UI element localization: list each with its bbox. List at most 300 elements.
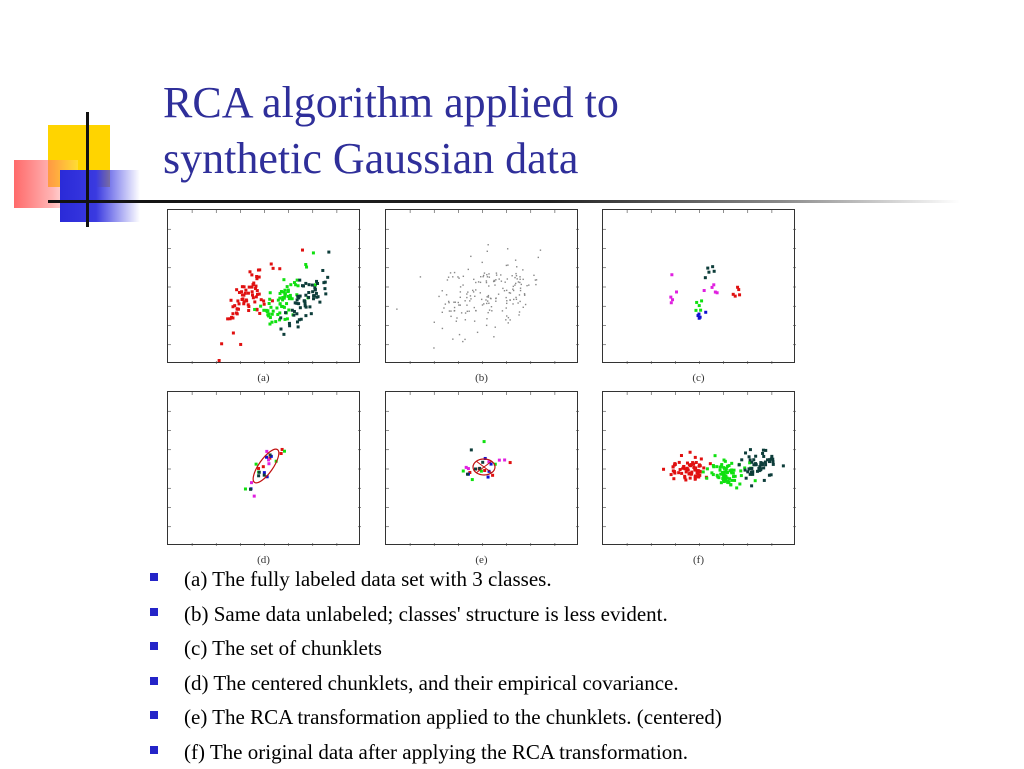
scatter-point xyxy=(301,284,304,287)
scatter-point xyxy=(305,266,308,269)
scatter-point xyxy=(489,309,490,310)
square-bullet-icon xyxy=(150,711,158,719)
scatter-point xyxy=(438,296,439,297)
scatter-point xyxy=(680,472,683,475)
scatter-point xyxy=(694,468,697,471)
scatter-point xyxy=(480,292,481,293)
scatter-point xyxy=(456,317,457,318)
scatter-point xyxy=(466,473,469,476)
scatter-point xyxy=(502,288,503,289)
scatter-point xyxy=(316,282,319,285)
scatter-point xyxy=(764,461,767,464)
scatter-point xyxy=(754,479,757,482)
scatter-point xyxy=(282,278,285,281)
scatter-point xyxy=(318,301,321,304)
scatter-point xyxy=(677,471,680,474)
scatter-point xyxy=(538,257,539,258)
scatter-point xyxy=(706,467,709,470)
scatter-point xyxy=(468,269,469,270)
scatter-point xyxy=(458,302,459,303)
scatter-point xyxy=(730,479,733,482)
scatter-point xyxy=(756,470,759,473)
scatter-point xyxy=(255,463,258,466)
scatter-point xyxy=(268,302,271,305)
scatter-point xyxy=(519,311,520,312)
scatter-point xyxy=(262,299,265,302)
scatter-point xyxy=(286,285,289,288)
panel-f-caption: (f) xyxy=(602,554,795,566)
scatter-point xyxy=(475,310,476,311)
slide-title-line-1: RCA algorithm applied to xyxy=(163,75,863,131)
scatter-point xyxy=(255,277,258,280)
scatter-point xyxy=(509,319,510,320)
scatter-point xyxy=(714,454,717,457)
scatter-point xyxy=(230,299,233,302)
scatter-point xyxy=(235,288,238,291)
scatter-point xyxy=(523,307,524,308)
panel-d-centered-chunklets xyxy=(167,391,360,545)
scatter-point xyxy=(516,266,517,267)
scatter-point xyxy=(515,273,516,274)
scatter-point xyxy=(724,470,727,473)
scatter-point xyxy=(679,468,682,471)
scatter-point xyxy=(480,282,481,283)
scatter-point xyxy=(280,452,283,455)
scatter-point xyxy=(304,294,307,297)
scatter-point xyxy=(489,276,490,277)
scatter-point xyxy=(313,286,316,289)
scatter-point xyxy=(733,479,736,482)
vertical-rule xyxy=(86,112,89,227)
bullet-item xyxy=(150,631,1010,666)
scatter-point xyxy=(241,285,244,288)
scatter-point xyxy=(689,477,692,480)
scatter-point xyxy=(670,473,673,476)
scatter-point xyxy=(694,309,697,312)
scatter-point xyxy=(312,251,315,254)
scatter-point xyxy=(474,296,475,297)
scatter-point xyxy=(460,286,461,287)
scatter-point xyxy=(770,473,773,476)
scatter-point xyxy=(304,314,307,317)
scatter-point xyxy=(716,475,719,478)
scatter-point xyxy=(486,296,487,297)
scatter-point xyxy=(244,289,247,292)
scatter-plot-f xyxy=(603,392,796,546)
scatter-point xyxy=(729,483,732,486)
blue-square xyxy=(60,170,140,222)
scatter-point xyxy=(292,314,295,317)
scatter-point xyxy=(265,450,268,453)
scatter-point xyxy=(748,455,751,458)
scatter-point xyxy=(251,294,254,297)
scatter-point xyxy=(231,312,234,315)
scatter-point xyxy=(486,325,487,326)
bullet-text: (f) The original data after applying the RCA transformation. xyxy=(184,740,688,764)
scatter-point xyxy=(669,296,672,299)
scatter-point xyxy=(487,476,490,479)
scatter-point xyxy=(513,286,514,287)
scatter-point xyxy=(491,310,492,311)
scatter-point xyxy=(486,303,487,304)
scatter-point xyxy=(282,333,285,336)
scatter-point xyxy=(694,474,697,477)
scatter-point xyxy=(487,312,488,313)
scatter-point xyxy=(712,473,715,476)
scatter-point xyxy=(288,297,291,300)
scatter-point xyxy=(750,484,753,487)
scatter-point xyxy=(535,284,536,285)
scatter-point xyxy=(505,281,506,282)
scatter-point xyxy=(511,275,512,276)
scatter-point xyxy=(509,461,512,464)
scatter-point xyxy=(704,276,707,279)
scatter-point xyxy=(462,470,465,473)
scatter-point xyxy=(713,270,716,273)
scatter-point xyxy=(258,268,261,271)
scatter-point xyxy=(683,467,686,470)
scatter-point xyxy=(740,458,743,461)
scatter-point xyxy=(462,284,463,285)
scatter-point xyxy=(484,272,485,273)
panel-a-caption: (a) xyxy=(167,372,360,384)
scatter-point xyxy=(250,481,253,484)
scatter-point xyxy=(519,294,520,295)
scatter-point xyxy=(231,305,234,308)
scatter-point xyxy=(262,309,265,312)
scatter-point xyxy=(696,471,699,474)
scatter-plot-c xyxy=(603,210,796,364)
scatter-point xyxy=(241,293,244,296)
scatter-point xyxy=(732,472,735,475)
scatter-point xyxy=(300,318,303,321)
scatter-point xyxy=(507,264,508,265)
bullet-item xyxy=(150,666,1010,701)
scatter-point xyxy=(495,326,496,327)
bullet-text: (c) The set of chunklets xyxy=(184,636,382,660)
bullet-text: (a) The fully labeled data set with 3 classes. xyxy=(184,567,552,591)
scatter-point xyxy=(278,267,281,270)
scatter-point xyxy=(698,304,701,307)
title-underline xyxy=(48,200,960,203)
scatter-point xyxy=(478,281,479,282)
scatter-point xyxy=(522,279,523,280)
scatter-point xyxy=(536,279,537,280)
scatter-point xyxy=(675,290,678,293)
scatter-point xyxy=(513,290,514,291)
scatter-point xyxy=(480,276,481,277)
scatter-point xyxy=(516,299,517,300)
scatter-point xyxy=(488,285,489,286)
scatter-point xyxy=(396,308,397,309)
scatter-point xyxy=(495,301,496,302)
scatter-point xyxy=(487,244,488,245)
scatter-point xyxy=(232,331,235,334)
square-bullet-icon xyxy=(150,608,158,616)
scatter-point xyxy=(458,277,459,278)
scatter-point xyxy=(699,471,702,474)
square-bullet-icon xyxy=(150,746,158,754)
scatter-point xyxy=(442,312,443,313)
scatter-point xyxy=(324,292,327,295)
scatter-point xyxy=(220,342,223,345)
scatter-point xyxy=(487,251,488,252)
scatter-point xyxy=(272,310,275,313)
scatter-point xyxy=(257,474,260,477)
scatter-point xyxy=(733,469,736,472)
scatter-point xyxy=(513,299,514,300)
slide-title-line-2: synthetic Gaussian data xyxy=(163,131,863,187)
scatter-point xyxy=(503,458,506,461)
scatter-point xyxy=(508,322,509,323)
scatter-point xyxy=(522,269,523,270)
scatter-point xyxy=(245,299,248,302)
scatter-point xyxy=(699,309,702,312)
scatter-point xyxy=(721,471,724,474)
scatter-point xyxy=(296,298,299,301)
scatter-point xyxy=(764,449,767,452)
scatter-point xyxy=(502,310,503,311)
scatter-point xyxy=(495,297,496,298)
scatter-plot-e xyxy=(386,392,579,546)
scatter-point xyxy=(516,275,517,276)
scatter-point xyxy=(748,467,751,470)
scatter-point xyxy=(249,488,252,491)
scatter-point xyxy=(238,302,241,305)
scatter-point xyxy=(473,291,474,292)
panel-d-caption: (d) xyxy=(167,554,360,566)
scatter-point xyxy=(323,287,326,290)
scatter-point xyxy=(271,313,274,316)
scatter-point xyxy=(690,471,693,474)
scatter-point xyxy=(276,313,279,316)
scatter-point xyxy=(672,465,675,468)
scatter-point xyxy=(458,304,459,305)
scatter-point xyxy=(700,457,703,460)
scatter-point xyxy=(515,297,516,298)
scatter-point xyxy=(459,334,460,335)
scatter-point xyxy=(488,303,489,304)
scatter-point xyxy=(488,273,489,274)
scatter-point xyxy=(519,279,520,280)
scatter-point xyxy=(494,284,495,285)
scatter-point xyxy=(678,461,681,464)
scatter-point xyxy=(706,267,709,270)
scatter-point xyxy=(247,309,250,312)
scatter-point xyxy=(274,320,277,323)
scatter-point xyxy=(500,274,501,275)
scatter-point xyxy=(251,286,254,289)
scatter-point xyxy=(519,282,520,283)
scatter-point xyxy=(700,299,703,302)
scatter-plot-d xyxy=(168,392,361,546)
scatter-point xyxy=(516,278,517,279)
scatter-point xyxy=(672,477,675,480)
scatter-point xyxy=(327,251,330,254)
scatter-point xyxy=(447,279,448,280)
scatter-point xyxy=(420,276,421,277)
scatter-point xyxy=(247,305,250,308)
scatter-point xyxy=(269,291,272,294)
scatter-point xyxy=(258,471,261,474)
scatter-point xyxy=(263,303,266,306)
scatter-point xyxy=(670,273,673,276)
scatter-point xyxy=(486,274,487,275)
scatter-point xyxy=(475,289,476,290)
scatter-point xyxy=(692,463,695,466)
scatter-point xyxy=(505,319,506,320)
scatter-point xyxy=(454,310,455,311)
scatter-point xyxy=(720,465,723,468)
panel-e-caption: (e) xyxy=(385,554,578,566)
scatter-point xyxy=(311,290,314,293)
scatter-point xyxy=(689,464,692,467)
scatter-point xyxy=(726,465,729,468)
scatter-point xyxy=(712,465,715,468)
scatter-point xyxy=(294,283,297,286)
bullet-item xyxy=(150,700,1010,735)
scatter-point xyxy=(512,303,513,304)
scatter-point xyxy=(506,265,507,266)
scatter-point xyxy=(267,458,270,461)
slide-title xyxy=(163,75,863,187)
scatter-point xyxy=(297,325,300,328)
scatter-point xyxy=(460,304,461,305)
scatter-point xyxy=(703,289,706,292)
scatter-point xyxy=(301,249,304,252)
scatter-point xyxy=(218,359,221,362)
scatter-point xyxy=(714,291,717,294)
scatter-point xyxy=(474,307,475,308)
scatter-point xyxy=(304,282,307,285)
scatter-point xyxy=(443,307,444,308)
scatter-point xyxy=(496,272,497,273)
scatter-point xyxy=(294,301,297,304)
scatter-point xyxy=(709,462,712,465)
scatter-point xyxy=(711,286,714,289)
scatter-point xyxy=(514,277,515,278)
scatter-point xyxy=(519,276,520,277)
scatter-point xyxy=(311,284,314,287)
scatter-point xyxy=(761,452,764,455)
scatter-point xyxy=(493,336,494,337)
scatter-point xyxy=(715,465,718,468)
scatter-point xyxy=(284,311,287,314)
scatter-point xyxy=(250,273,253,276)
scatter-point xyxy=(460,291,461,292)
scatter-point xyxy=(734,295,737,298)
scatter-point xyxy=(683,475,686,478)
scatter-point xyxy=(689,451,692,454)
scatter-point xyxy=(448,302,449,303)
scatter-point xyxy=(507,278,508,279)
scatter-point xyxy=(283,294,286,297)
scatter-point xyxy=(453,302,454,303)
scatter-point xyxy=(253,300,256,303)
scatter-point xyxy=(315,296,318,299)
scatter-point xyxy=(499,278,500,279)
scatter-point xyxy=(465,466,468,469)
square-bullet-icon xyxy=(150,573,158,581)
scatter-point xyxy=(501,280,502,281)
scatter-point xyxy=(475,282,476,283)
scatter-point xyxy=(662,468,665,471)
scatter-point xyxy=(704,311,707,314)
scatter-point xyxy=(496,274,497,275)
panel-e-rca-chunklets xyxy=(385,391,578,545)
scatter-point xyxy=(490,298,491,299)
scatter-point xyxy=(461,312,462,313)
scatter-point xyxy=(483,469,486,472)
panel-a-labeled-data xyxy=(167,209,360,363)
scatter-point xyxy=(735,486,738,489)
scatter-point xyxy=(252,296,255,299)
scatter-point xyxy=(247,292,250,295)
scatter-point xyxy=(506,303,507,304)
scatter-point xyxy=(722,476,725,479)
scatter-point xyxy=(673,472,676,475)
bullet-text: (b) Same data unlabeled; classes' structure is less evident. xyxy=(184,602,668,626)
scatter-point xyxy=(462,341,463,342)
scatter-point xyxy=(509,300,510,301)
scatter-point xyxy=(299,306,302,309)
scatter-point xyxy=(268,323,271,326)
scatter-point xyxy=(477,332,478,333)
scatter-point xyxy=(460,297,461,298)
scatter-point xyxy=(454,307,455,308)
scatter-point xyxy=(699,464,702,467)
scatter-point xyxy=(229,317,232,320)
scatter-point xyxy=(237,308,240,311)
bullet-item xyxy=(150,562,1010,597)
scatter-point xyxy=(507,248,508,249)
bullet-text: (e) The RCA transformation applied to the chunklets. (centered) xyxy=(184,705,722,729)
square-bullet-icon xyxy=(150,677,158,685)
scatter-point xyxy=(744,469,747,472)
scatter-point xyxy=(506,315,507,316)
scatter-point xyxy=(495,279,496,280)
scatter-point xyxy=(483,440,486,443)
scatter-point xyxy=(275,307,278,310)
scatter-plot-a xyxy=(168,210,361,364)
scatter-point xyxy=(727,480,730,483)
scatter-point xyxy=(280,290,283,293)
scatter-point xyxy=(486,318,487,319)
scatter-point xyxy=(269,453,272,456)
scatter-point xyxy=(705,477,708,480)
scatter-point xyxy=(281,298,284,301)
scatter-point xyxy=(515,259,516,260)
scatter-point xyxy=(768,460,771,463)
scatter-point xyxy=(269,316,272,319)
scatter-point xyxy=(483,275,484,276)
scatter-point xyxy=(749,448,752,451)
scatter-point xyxy=(470,256,471,257)
scatter-point xyxy=(505,297,506,298)
panel-b-caption: (b) xyxy=(385,372,578,384)
scatter-point xyxy=(312,294,315,297)
scatter-point xyxy=(310,312,313,315)
scatter-point xyxy=(512,289,513,290)
scatter-point xyxy=(754,455,757,458)
scatter-point xyxy=(452,276,453,277)
scatter-point xyxy=(506,290,507,291)
scatter-point xyxy=(466,304,467,305)
scatter-point xyxy=(242,302,245,305)
scatter-point xyxy=(252,282,255,285)
scatter-point xyxy=(488,295,489,296)
scatter-point xyxy=(307,296,310,299)
